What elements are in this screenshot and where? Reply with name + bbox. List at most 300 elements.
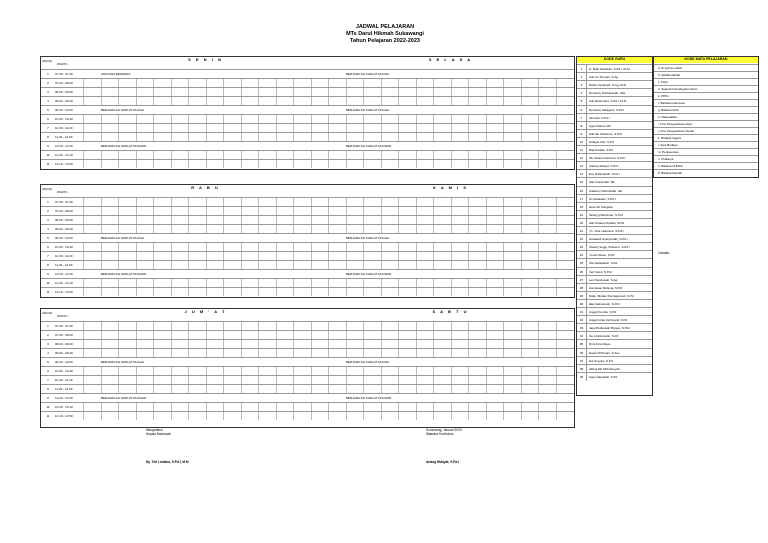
schedule-cell — [503, 151, 522, 159]
teacher-code-item: 26 Yeri Sulmi, S.Pd.I — [577, 267, 652, 276]
schedule-row: 9 12.00 - 12.30 BERJAMA'AH SHOLAT DHUHUR BERJAMA'AH SHOLAT DHUHUR — [41, 269, 574, 278]
day-header: S E N I N — [188, 57, 223, 62]
schedule-cell — [311, 133, 330, 141]
schedule-cell — [328, 279, 347, 287]
schedule-cell — [468, 151, 487, 159]
schedule-cell — [451, 412, 470, 420]
schedule-cell — [538, 216, 557, 224]
schedule-row: 9 12.00 - 12.30 BERJAMA'AH SHOLAT DHUHUR BERJAMA'AH SHOLAT DHUHUR — [41, 393, 574, 402]
schedule-cell — [363, 385, 382, 393]
schedule-cell — [83, 261, 102, 269]
schedule-cell — [433, 79, 452, 87]
schedule-cell — [206, 88, 225, 96]
schedule-cell — [171, 88, 190, 96]
schedule-cell — [556, 376, 575, 384]
schedule-row: 10 12.30 - 13.10 — [41, 278, 574, 287]
schedule-cell — [363, 252, 382, 260]
schedule-cell — [136, 133, 155, 141]
schedule-cell — [346, 279, 365, 287]
schedule-cell — [556, 261, 575, 269]
schedule-cell — [416, 340, 435, 348]
schedule-cell — [521, 331, 540, 339]
schedule-cell — [381, 151, 400, 159]
schedule-cell — [556, 279, 575, 287]
break-label: BERJAMA'AH SHOLAT DHUHUR — [101, 396, 147, 400]
schedule-cell — [206, 349, 225, 357]
schedule-cell — [118, 403, 137, 411]
schedule-row: 3 08.20 - 09.00 — [41, 87, 574, 96]
schedule-cell — [468, 124, 487, 132]
break-label: BERJAMA'AH SHOLAT DHUHA — [346, 108, 389, 112]
schedule-cell — [486, 225, 505, 233]
schedule-cell — [468, 367, 487, 375]
schedule-cell — [398, 207, 417, 215]
schedule-cell — [171, 198, 190, 206]
teacher-code-item: 20 Aah Khaerul Syafiat, M.Pd — [577, 218, 652, 227]
schedule-cell — [241, 279, 260, 287]
schedule-cell — [328, 79, 347, 87]
schedule-cell — [416, 243, 435, 251]
schedule-cell — [118, 322, 137, 330]
schedule-cell — [416, 115, 435, 123]
schedule-cell — [433, 88, 452, 96]
schedule-cell — [206, 115, 225, 123]
schedule-cell — [328, 288, 347, 296]
break-label: BERJAMA'AH SHOLAT DHUHA — [346, 72, 389, 76]
schedule-cell — [276, 412, 295, 420]
schedule-cell — [468, 403, 487, 411]
schedule-cell — [416, 252, 435, 260]
schedule-cell — [118, 331, 137, 339]
schedule-cell — [276, 288, 295, 296]
schedule-cell — [153, 385, 172, 393]
schedule-cell — [363, 349, 382, 357]
schedule-cell — [381, 288, 400, 296]
schedule-cell — [188, 115, 207, 123]
title-line-1: JADWAL PELAJARAN — [355, 24, 415, 30]
schedule-cell — [521, 133, 540, 141]
schedule-cell — [346, 403, 365, 411]
teacher-code-item: 1 H. Budi Setiawan, S.Pd.I, M.Si — [577, 64, 652, 73]
schedule-cell — [153, 331, 172, 339]
schedule-cell — [171, 160, 190, 168]
schedule-cell — [416, 97, 435, 105]
schedule-cell — [468, 225, 487, 233]
subject-code-item: o. Bahasa SUNDA — [654, 162, 758, 170]
schedule-cell — [451, 151, 470, 159]
schedule-cell — [101, 243, 120, 251]
schedule-cell — [468, 279, 487, 287]
break-label: BERJAMA'AH SHOLAT DHUHA — [101, 360, 144, 364]
schedule-cell — [258, 252, 277, 260]
schedule-cell — [503, 243, 522, 251]
day-header: J U M ' A T — [184, 309, 227, 314]
schedule-cell — [381, 403, 400, 411]
schedule-cell — [346, 79, 365, 87]
schedule-cell — [556, 207, 575, 215]
schedule-cell — [118, 124, 137, 132]
schedule-cell — [311, 412, 330, 420]
schedule-cell — [293, 88, 312, 96]
schedule-cell — [363, 288, 382, 296]
schedule-cell — [83, 322, 102, 330]
schedule-cell — [311, 331, 330, 339]
schedule-cell — [468, 376, 487, 384]
schedule-cell — [171, 412, 190, 420]
schedule-cell — [258, 367, 277, 375]
schedule-cell — [276, 261, 295, 269]
column-header-time: WAKTU — [57, 62, 68, 66]
schedule-cell — [451, 97, 470, 105]
break-label: BERJAMA'AH SHOLAT DHUHUR — [346, 396, 392, 400]
subject-code-item: k. Bahasa Inggris — [654, 134, 758, 142]
schedule-cell — [556, 133, 575, 141]
schedule-cell — [468, 288, 487, 296]
schedule-cell — [538, 261, 557, 269]
schedule-cell — [416, 376, 435, 384]
schedule-cell — [381, 97, 400, 105]
schedule-cell — [346, 216, 365, 224]
schedule-cell — [83, 385, 102, 393]
schedule-cell — [433, 349, 452, 357]
schedule-cell — [276, 151, 295, 159]
schedule-cell — [223, 349, 242, 357]
schedule-cell — [188, 279, 207, 287]
schedule-cell — [521, 160, 540, 168]
schedule-cell — [136, 376, 155, 384]
schedule-cell — [101, 207, 120, 215]
schedule-cell — [486, 243, 505, 251]
schedule-cell — [153, 403, 172, 411]
schedule-cell — [83, 88, 102, 96]
schedule-cell — [486, 340, 505, 348]
schedule-cell — [538, 198, 557, 206]
schedule-cell — [398, 160, 417, 168]
schedule-cell — [556, 216, 575, 224]
schedule-cell — [468, 160, 487, 168]
schedule-cell — [363, 133, 382, 141]
schedule-cell — [346, 133, 365, 141]
schedule-cell — [346, 225, 365, 233]
schedule-cell — [153, 225, 172, 233]
schedule-cell — [153, 252, 172, 260]
schedule-cell — [223, 115, 242, 123]
schedule-row: 8 11.20 - 12.00 — [41, 132, 574, 141]
schedule-cell — [416, 367, 435, 375]
schedule-cell — [363, 412, 382, 420]
schedule-cell — [258, 331, 277, 339]
schedule-cell — [416, 79, 435, 87]
schedule-cell — [101, 288, 120, 296]
schedule-cell — [223, 97, 242, 105]
schedule-cell — [206, 133, 225, 141]
schedule-cell — [556, 367, 575, 375]
schedule-cell — [451, 216, 470, 224]
schedule-cell — [433, 340, 452, 348]
schedule-cell — [311, 279, 330, 287]
schedule-cell — [398, 198, 417, 206]
schedule-cell — [538, 403, 557, 411]
schedule-cell — [398, 376, 417, 384]
schedule-cell — [416, 331, 435, 339]
schedule-cell — [241, 322, 260, 330]
schedule-cell — [171, 243, 190, 251]
break-label: UPACARA BENDERA — [101, 72, 131, 76]
subject-code-item: a. Al Qur'an Hadis — [654, 64, 758, 72]
schedule-cell — [136, 279, 155, 287]
schedule-cell — [101, 124, 120, 132]
schedule-cell — [468, 252, 487, 260]
schedule-cell — [346, 376, 365, 384]
schedule-row: 5 09.40 - 10.00 BERJAMA'AH SHOLAT DHUHA BERJAMA'AH SHOLAT DHUHA — [41, 357, 574, 366]
schedule-cell — [486, 151, 505, 159]
schedule-cell — [206, 403, 225, 411]
schedule-row: 8 11.20 - 12.00 — [41, 260, 574, 269]
subject-code-item: b. Akidah Akhlak — [654, 71, 758, 79]
schedule-cell — [328, 331, 347, 339]
schedule-cell — [538, 207, 557, 215]
schedule-cell — [223, 261, 242, 269]
schedule-cell — [538, 225, 557, 233]
schedule-cell — [433, 198, 452, 206]
day-header: S A B T U — [432, 309, 469, 314]
schedule-cell — [153, 376, 172, 384]
schedule-cell — [451, 279, 470, 287]
schedule-cell — [538, 133, 557, 141]
schedule-cell — [311, 376, 330, 384]
schedule-cell — [486, 288, 505, 296]
schedule-cell — [223, 331, 242, 339]
schedule-cell — [153, 412, 172, 420]
schedule-cell — [398, 279, 417, 287]
schedule-cell — [521, 207, 540, 215]
schedule-cell — [416, 133, 435, 141]
schedule-cell — [346, 261, 365, 269]
schedule-cell — [451, 322, 470, 330]
schedule-cell — [153, 243, 172, 251]
schedule-cell — [503, 198, 522, 206]
schedule-cell — [346, 349, 365, 357]
schedule-cell — [188, 331, 207, 339]
schedule-cell — [468, 261, 487, 269]
schedule-cell — [328, 385, 347, 393]
schedule-row: 4 09.00 - 09.40 — [41, 348, 574, 357]
schedule-cell — [451, 88, 470, 96]
schedule-cell — [223, 403, 242, 411]
teacher-code-item: 14 Eny Rahmawati, S.Pd.I — [577, 169, 652, 178]
schedule-cell — [486, 279, 505, 287]
schedule-cell — [381, 133, 400, 141]
title-line-3: Tahun Pelajaran 2022-2023 — [350, 38, 420, 44]
schedule-cell — [363, 331, 382, 339]
schedule-cell — [101, 279, 120, 287]
schedule-cell — [328, 133, 347, 141]
schedule-cell — [258, 216, 277, 224]
schedule-cell — [451, 160, 470, 168]
schedule-cell — [118, 151, 137, 159]
schedule-cell — [451, 331, 470, 339]
schedule-cell — [538, 331, 557, 339]
schedule-cell — [171, 133, 190, 141]
schedule-cell — [468, 243, 487, 251]
schedule-cell — [381, 88, 400, 96]
subject-code-item: c. Fiqih — [654, 78, 758, 86]
schedule-cell — [293, 376, 312, 384]
teacher-code-item: 31 Anggi Permita, S.Pd — [577, 307, 652, 316]
schedule-cell — [206, 331, 225, 339]
schedule-cell — [206, 412, 225, 420]
schedule-cell — [223, 79, 242, 87]
schedule-cell — [153, 279, 172, 287]
schedule-cell — [188, 79, 207, 87]
schedule-cell — [556, 225, 575, 233]
schedule-cell — [276, 367, 295, 375]
schedule-cell — [223, 160, 242, 168]
teacher-code-item: 9 Hikmah Sulaiman, S.Pd.I — [577, 129, 652, 138]
schedule-cell — [293, 367, 312, 375]
schedule-cell — [486, 216, 505, 224]
schedule-cell — [153, 322, 172, 330]
schedule-cell — [136, 79, 155, 87]
schedule-cell — [468, 385, 487, 393]
schedule-cell — [556, 160, 575, 168]
teacher-code-item: 32 Anggi Intras Febriyanti, S.Pd — [577, 315, 652, 324]
schedule-cell — [538, 288, 557, 296]
schedule-cell — [328, 160, 347, 168]
schedule-cell — [503, 79, 522, 87]
schedule-cell — [556, 124, 575, 132]
schedule-cell — [451, 349, 470, 357]
schedule-cell — [538, 160, 557, 168]
schedule-cell — [468, 412, 487, 420]
schedule-cell — [503, 385, 522, 393]
schedule-cell — [136, 115, 155, 123]
schedule-cell — [258, 261, 277, 269]
schedule-cell — [503, 322, 522, 330]
schedule-cell — [503, 124, 522, 132]
schedule-cell — [258, 288, 277, 296]
schedule-cell — [171, 349, 190, 357]
schedule-cell — [223, 207, 242, 215]
schedule-cell — [486, 412, 505, 420]
schedule-cell — [171, 385, 190, 393]
schedule-cell — [381, 207, 400, 215]
schedule-cell — [311, 288, 330, 296]
schedule-cell — [153, 79, 172, 87]
schedule-row: 3 08.20 - 09.00 — [41, 215, 574, 224]
schedule-cell — [416, 225, 435, 233]
schedule-cell — [136, 151, 155, 159]
schedule-cell — [188, 124, 207, 132]
teacher-code-item: 7 Tarmiah, S.Pd.I — [577, 113, 652, 122]
break-label: BERJAMA'AH SHOLAT DHUHUR — [101, 272, 147, 276]
schedule-cell — [486, 367, 505, 375]
schedule-cell — [118, 207, 137, 215]
schedule-row: 7 10.40 - 11.20 — [41, 123, 574, 132]
schedule-cell — [311, 261, 330, 269]
schedule-cell — [118, 160, 137, 168]
schedule-cell — [381, 261, 400, 269]
schedule-cell — [381, 79, 400, 87]
schedule-cell — [101, 115, 120, 123]
schedule-cell — [538, 279, 557, 287]
schedule-cell — [311, 207, 330, 215]
schedule-cell — [311, 216, 330, 224]
schedule-cell — [486, 160, 505, 168]
schedule-cell — [258, 385, 277, 393]
schedule-cell — [521, 322, 540, 330]
schedule-cell — [398, 322, 417, 330]
schedule-cell — [276, 279, 295, 287]
schedule-cell — [311, 225, 330, 233]
schedule-cell — [538, 252, 557, 260]
schedule-cell — [398, 151, 417, 159]
schedule-cell — [346, 124, 365, 132]
subject-code-item: j. Ilmu Pengetahuan Sosial — [654, 127, 758, 135]
schedule-cell — [171, 225, 190, 233]
schedule-cell — [398, 288, 417, 296]
schedule-cell — [206, 124, 225, 132]
schedule-cell — [451, 385, 470, 393]
schedule-cell — [171, 376, 190, 384]
schedule-cell — [398, 349, 417, 357]
schedule-cell — [346, 207, 365, 215]
schedule-cell — [101, 261, 120, 269]
schedule-cell — [258, 160, 277, 168]
schedule-cell — [83, 97, 102, 105]
teacher-code-item: 35 Dimi Intra Rayiu — [577, 339, 652, 348]
schedule-cell — [503, 403, 522, 411]
schedule-cell — [346, 412, 365, 420]
schedule-cell — [521, 252, 540, 260]
schedule-cell — [118, 261, 137, 269]
schedule-cell — [171, 115, 190, 123]
teacher-code-item: 2 Ade Sri Suryani, S.Ag — [577, 72, 652, 81]
schedule-cell — [433, 151, 452, 159]
schedule-cell — [346, 252, 365, 260]
schedule-cell — [451, 367, 470, 375]
schedule-row: 2 07.40 - 08.20 — [41, 78, 574, 87]
schedule-cell — [118, 243, 137, 251]
schedule-cell — [311, 252, 330, 260]
schedule-cell — [451, 403, 470, 411]
schedule-cell — [521, 261, 540, 269]
schedule-cell — [486, 403, 505, 411]
schedule-cell — [416, 88, 435, 96]
schedule-cell — [451, 376, 470, 384]
schedule-cell — [188, 288, 207, 296]
schedule-cell — [136, 252, 155, 260]
schedule-cell — [538, 412, 557, 420]
schedule-cell — [171, 367, 190, 375]
schedule-cell — [171, 322, 190, 330]
schedule-cell — [101, 349, 120, 357]
schedule-cell — [398, 331, 417, 339]
schedule-cell — [486, 261, 505, 269]
schedule-cell — [363, 261, 382, 269]
schedule-cell — [101, 252, 120, 260]
schedule-cell — [83, 243, 102, 251]
schedule-cell — [398, 79, 417, 87]
schedule-cell — [346, 340, 365, 348]
teacher-code-item: 37 Eni Suryani, S.Pd — [577, 356, 652, 365]
teacher-code-item: 36 Ersan Fithriyani, S.Sos — [577, 348, 652, 357]
subject-code-item: h. Matematika — [654, 113, 758, 121]
schedule-row: 6 10.00 - 10.40 — [41, 242, 574, 251]
schedule-cell — [118, 349, 137, 357]
teacher-code-item: 12 SF, Hisami Gazman, S.Pd.I — [577, 153, 652, 162]
schedule-cell — [83, 151, 102, 159]
